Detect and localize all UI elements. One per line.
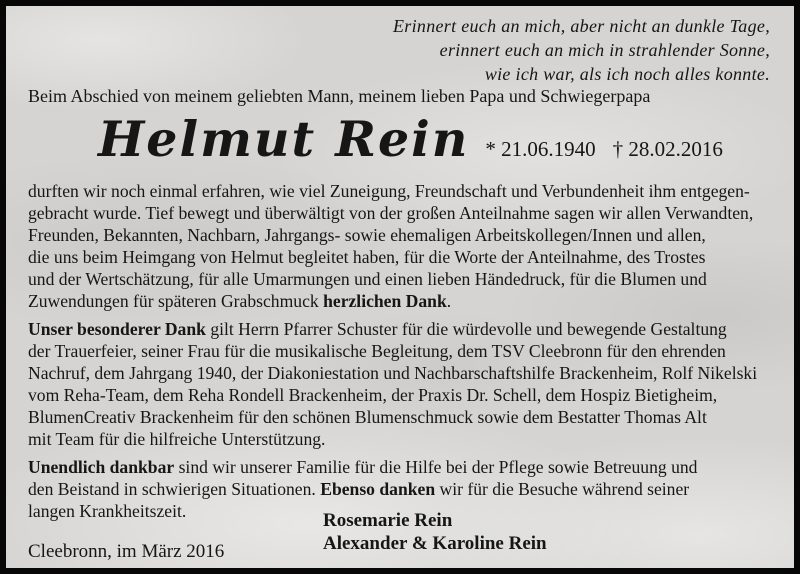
name-row [28, 108, 770, 170]
mourner-signatures [323, 509, 547, 555]
paragraph-line: BlumenCreativ Brackenheim für den schönen Blumenschmuck sowie dem Bestatter Thomas Alt [28, 407, 707, 427]
quote-line: Erinnert euch an mich, aber nicht an dunkle Tage, [393, 16, 770, 36]
paragraph-line: die uns beim Heimgang von Helmut begleitet haben, für die Worte der Anteilnahme, des Trostes [28, 247, 706, 267]
quote-line: wie ich war, als ich noch alles konnte. [484, 64, 770, 84]
paragraph-line: Nachruf, dem Jahrgang 1940, der Diakoniestation und Nachbarschaftshilfe Brackenheim, Rolf Nikelski [28, 363, 758, 383]
paragraph-line: und der Wertschätzung, für alle Umarmungen und einen lieben Händedruck, für die Blumen und [28, 269, 707, 289]
line-text: gilt Herrn Pfarrer Schuster für die würdevolle und bewegende Gestaltung [205, 319, 727, 339]
deceased-name: Helmut Rein [98, 110, 470, 168]
paragraph-line: langen Krankheitszeit. [28, 501, 187, 521]
signature-children: Alexander & Karoline Rein [323, 533, 547, 554]
birth-date: * 21.06.1940 [485, 137, 596, 161]
line-text: . [446, 291, 452, 311]
emphasis-unendlich-dankbar: Unendlich dankbar [28, 457, 175, 477]
paragraph-line: durften wir noch einmal erfahren, wie viel Zuneigung, Freundschaft und Verbundenheit ihm entgegen- [28, 181, 750, 201]
special-thanks-paragraph [28, 318, 757, 450]
place-date-line: Cleebronn, im März 2016 [28, 541, 225, 562]
paragraph-line [28, 318, 757, 340]
line-text: sind wir unserer Familie für die Hilfe bei der Pflege sowie Betreuung und [174, 457, 698, 477]
line-text: den Beistand in schwierigen Situationen. [28, 479, 321, 499]
emphasis-herzlichen-dank: herzlichen Dank [323, 291, 447, 311]
thanks-paragraph [28, 180, 753, 312]
emphasis-ebenso-danken: Ebenso danken [320, 479, 436, 499]
paragraph-line [28, 478, 697, 500]
death-date: † 28.02.2016 [612, 137, 723, 161]
paragraph-line: der Trauerfeier, seiner Frau für die musikalische Begleitung, dem TSV Cleebronn für den ehrenden [28, 341, 726, 361]
memorial-quote [393, 14, 770, 86]
paragraph-line: gebracht wurde. Tief bewegt und überwältigt von der großen Anteilnahme sagen wir allen Verwandten, [28, 203, 754, 223]
signature-wife: Rosemarie Rein [323, 510, 453, 531]
paragraph-line [28, 290, 753, 312]
emphasis-besonderer-dank: Unser besonderer Dank [28, 319, 206, 339]
paragraph-line: Freunden, Bekannten, Nachbarn, Jahrgangs- sowie ehemaligen Arbeitskollegen/Innen und allen, [28, 225, 706, 245]
farewell-intro: Beim Abschied von meinem geliebten Mann, meinem lieben Papa und Schwiegerpapa [28, 86, 651, 106]
paragraph-line [28, 456, 697, 478]
paragraph-line: mit Team für die hilfreiche Unterstützung. [28, 429, 326, 449]
quote-line: erinnert euch an mich in strahlender Sonne, [439, 40, 770, 60]
line-text: Zuwendungen für späteren Grabschmuck [28, 291, 324, 311]
paragraph-line: vom Reha-Team, dem Reha Rondell Brackenheim, der Praxis Dr. Schell, dem Hospiz Bietigheim, [28, 385, 718, 405]
line-text: wir für die Besuche während seiner [435, 479, 690, 499]
